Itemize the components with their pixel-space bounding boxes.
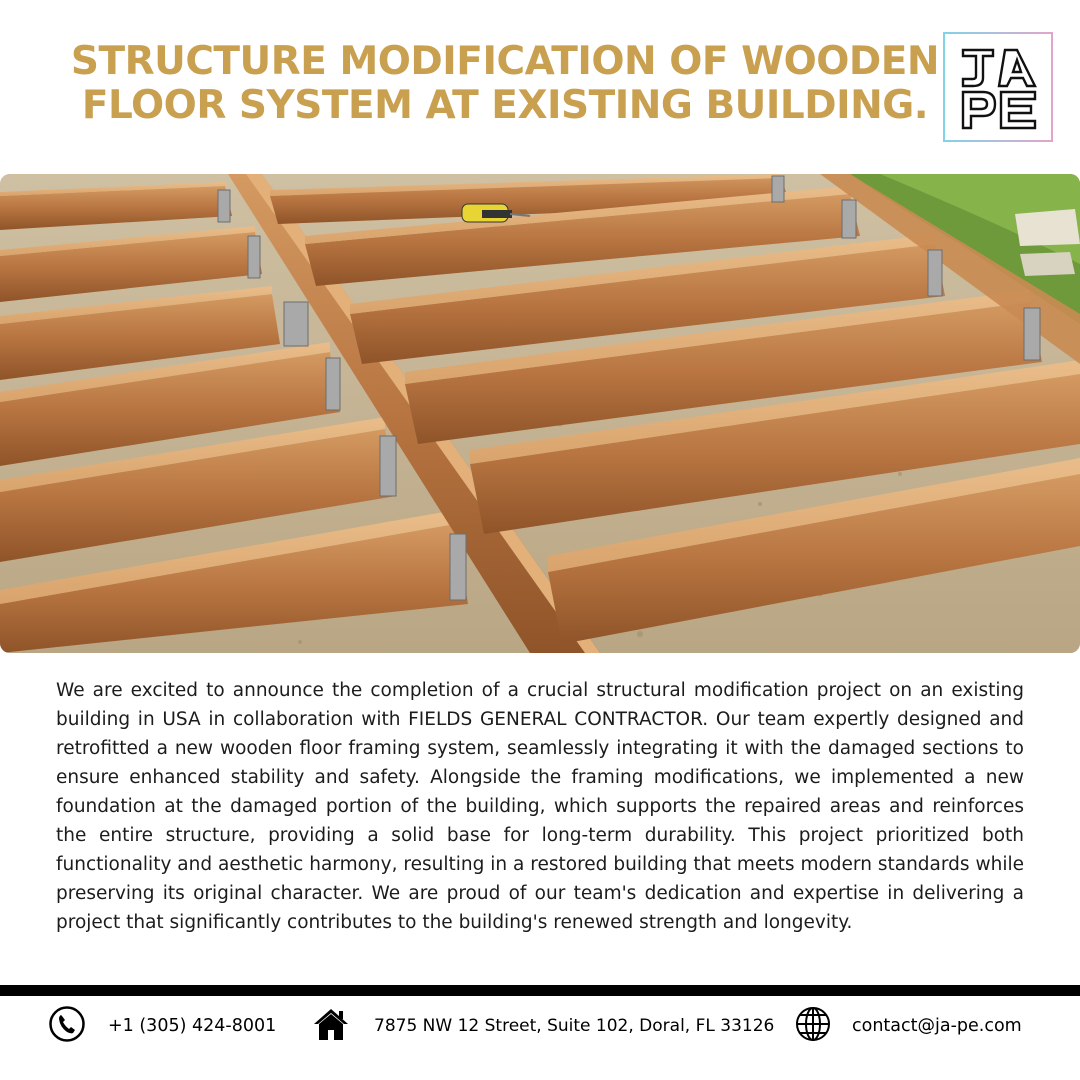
email-address: contact@ja-pe.com	[852, 1016, 1022, 1036]
home-icon	[312, 1006, 350, 1047]
project-description: We are excited to announce the completion of a crucial structural modification project on an existing building in USA in collaboration with FIELDS GENERAL CONTRACTOR. Our team expertly designed and retrofitted a new wooden floor framing system, seamlessly integrating it with the damaged sections to ensure enhanced stability and safety. Alongside the framing modifications, we implemented a new foundation at the damaged portion of the building, which supports the repaired areas and reinforces the entire structure, providing a solid base for long-term durability. This project prioritized both functionality and aesthetic harmony, resulting in a restored building that meets modern standards while preserving its original character. We are proud of our team's dedication and expertise in delivering a project that significantly contributes to the building's renewed strength and longevity.	[56, 680, 1024, 933]
phone-icon	[48, 1005, 86, 1048]
title-line-2: FLOOR SYSTEM AT EXISTING BUILDING.	[81, 83, 929, 128]
page-title	[40, 40, 970, 128]
footer-divider	[0, 985, 1080, 996]
title-line-1: STRUCTURE MODIFICATION OF WOODEN	[70, 39, 940, 84]
company-logo	[943, 32, 1053, 142]
footer-address[interactable]	[312, 996, 774, 1056]
address: 7875 NW 12 Street, Suite 102, Doral, FL 33126	[374, 1016, 775, 1036]
phone-number: +1 (305) 424-8001	[108, 1016, 277, 1036]
floor-framing-photo	[0, 174, 1080, 653]
footer-phone[interactable]	[48, 996, 276, 1056]
footer-email[interactable]	[794, 996, 1022, 1056]
globe-icon	[794, 1005, 832, 1048]
footer	[0, 996, 1080, 1080]
